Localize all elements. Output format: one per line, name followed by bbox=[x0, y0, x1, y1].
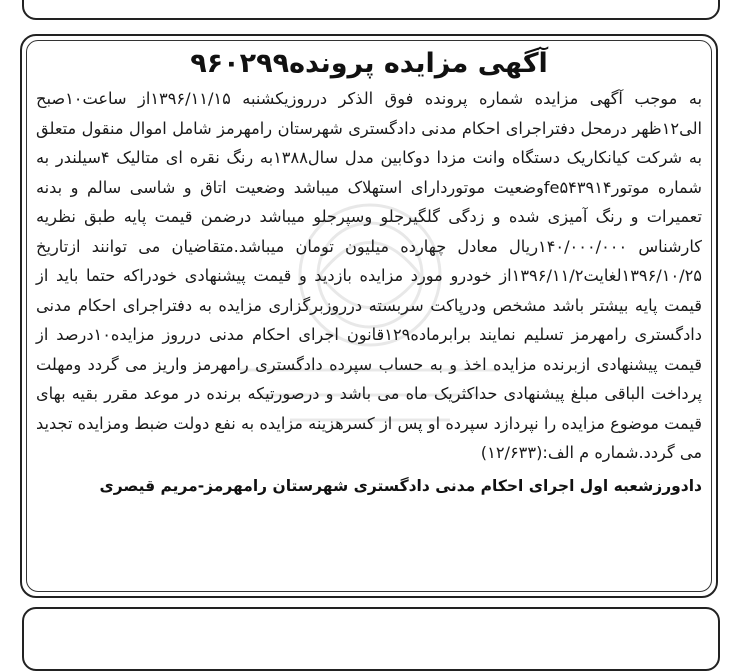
notice-signature: دادورزشعبه اول اجرای احکام مدنی دادگستری شهرستان رامهرمز-مریم قیصری bbox=[99, 476, 702, 495]
next-notice-frame bbox=[22, 607, 720, 671]
notice-body: به موجب آگهی مزایده شماره پرونده فوق الذکر درروزیکشنبه ۱۳۹۶/۱۱/۱۵از ساعت۱۰صبح الی۱۲ظهر درمحل دفتراجرای احکام مدنی دادگستری شهرستان رامهرمز شامل اموال منقول متعلق به شرکت کیانکاریک دستگاه وانت مزدا دوکابین مدل سال۱۳۸۸به رنگ نقره ای متالیک ۴سیلندر به شماره موتورfe۵۴۳۹۱۴وضعیت موتوردارای استهلاک میباشد وضعیت اتاق و شاسی سالم و بدنه تعمیرات و رنگ آمیزی شده و زدگی گلگیرجلو وسپرجلو میباشد درضمن قیمت پایه طبق نظریه کارشناس ۱۴۰/۰۰۰/۰۰۰ریال معادل چهارده میلیون تومان میباشد.متقاضیان می توانند ازتاریخ ۱۳۹۶/۱۰/۲۵لغایت۱۳۹۶/۱۱/۲از خودرو مورد مزایده بازدید و قیمت پیشنهادی خودراکه حتما باید از قیمت پایه بیشتر باشد مشخص ودرپاکت سربسته درروزبرگزاری مزایده به دفتراجرای احکام مدنی دادگستری رامهرمز تسلیم نمایند برابرماده۱۲۹قانون اجرای احکام مدنی درروز مزایده۱۰درصد از قیمت پیشنهادی ازبرنده مزایده اخذ و به حساب سپرده دادگستری رامهرمز واریز می گردد ومهلت پرداخت الباقی مبلغ پیشنهادی حداکثریک ماه می باشد و درصورتیکه برنده در موعد مقرر بقیه بهای قیمت موضوع مزایده را نپردازد سپرده او پس از کسرهزینه مزایده به نفع دولت ضبط ومزایده تجدید می گردد.شماره م الف:(۱۲/۶۳۳) bbox=[36, 89, 702, 462]
notice-title: آگهی مزایده پرونده۹۶۰۲۹۹ bbox=[190, 48, 548, 79]
notice-content bbox=[36, 44, 702, 500]
previous-notice-frame bbox=[22, 0, 720, 20]
